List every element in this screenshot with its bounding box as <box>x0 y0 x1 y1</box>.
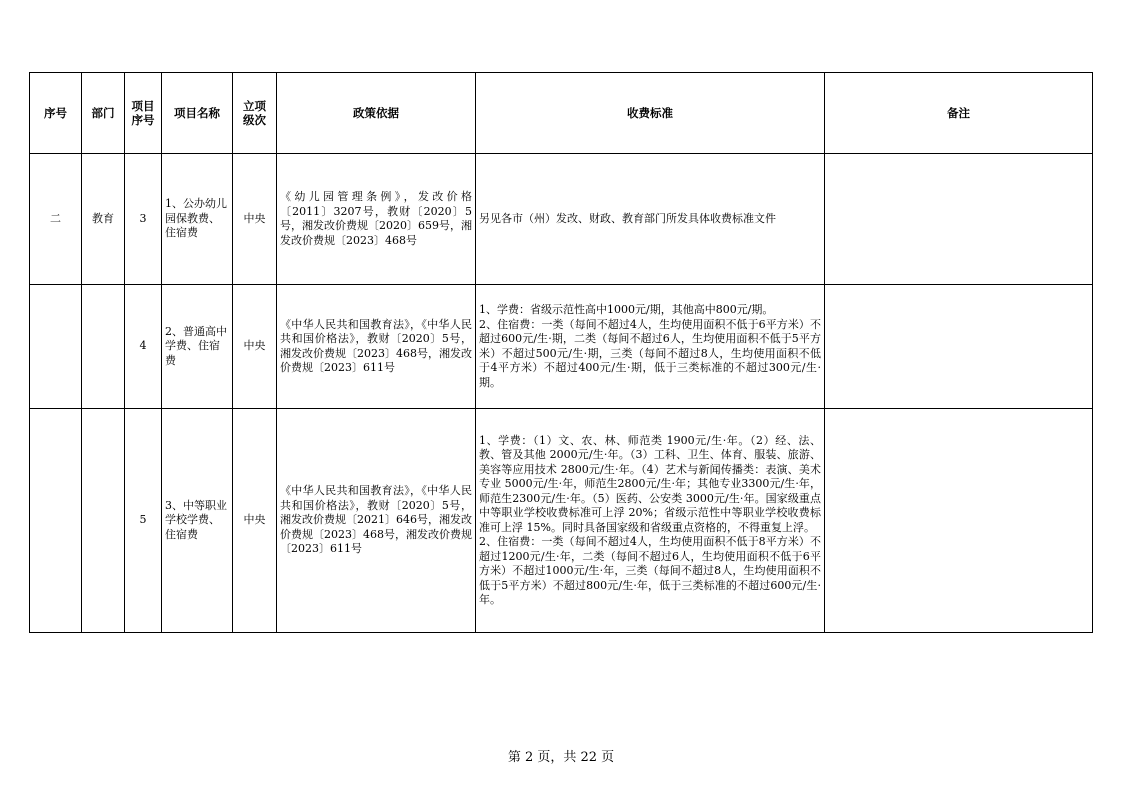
header-level: 立项 级次 <box>233 73 277 154</box>
cell-seq: 二 <box>30 154 82 285</box>
header-seq: 序号 <box>30 73 82 154</box>
table-row <box>30 285 1093 409</box>
header-remark: 备注 <box>825 73 1093 154</box>
cell-level: 中央 <box>233 285 277 409</box>
cell-seq <box>30 285 82 409</box>
cell-dept <box>82 285 125 409</box>
cell-item-name: 2、普通高中学费、住宿费 <box>162 285 233 409</box>
cell-policy: 《中华人民共和国教育法》，《中华人民共和国价格法》，教财〔2020〕5号，湘发改价费规〔2021〕646号，湘发改价费规〔2023〕468号，湘发改价费规〔2023〕611号 <box>277 409 476 633</box>
header-policy: 政策依据 <box>277 73 476 154</box>
header-dept: 部门 <box>82 73 125 154</box>
cell-remark <box>825 409 1093 633</box>
cell-item-seq: 5 <box>125 409 162 633</box>
cell-standard: 另见各市（州）发改、财政、教育部门所发具体收费标准文件 <box>476 154 825 285</box>
page-footer: 第 2 页，共 22 页 <box>507 750 615 765</box>
cell-dept <box>82 409 125 633</box>
cell-remark <box>825 285 1093 409</box>
cell-item-seq: 3 <box>125 154 162 285</box>
cell-dept: 教育 <box>82 154 125 285</box>
cell-seq <box>30 409 82 633</box>
cell-level: 中央 <box>233 409 277 633</box>
cell-item-name: 1、公办幼儿园保教费、住宿费 <box>162 154 233 285</box>
header-item-seq: 项目 序号 <box>125 73 162 154</box>
cell-remark <box>825 154 1093 285</box>
cell-item-name: 3、中等职业学校学费、住宿费 <box>162 409 233 633</box>
header-item-name: 项目名称 <box>162 73 233 154</box>
table-row <box>30 409 1093 633</box>
cell-standard: 1、学费：（1）文、农、林、师范类 1900元/生·年。（2）经、法、教、管及其他 2000元/生·年。（3）工科、卫生、体育、服装、旅游、美容等应用技术 2800元/生·年。（4）艺术与新闻传播类：表演、美术专业 5000元/生·年，师范生2800元/生·年；其他专业3300元/生·年，师范生2300元/生·年。（5）医药、公安类 3000元/生·年。国家级重点中等职业学校收费标准可上浮 20%；省级示范性中等职业学校收费标准可上浮 15%。同时具备国家级和省级重点资格的，不得重复上浮。 2、住宿费：一类（每间不超过4人，生均使用面积不低于8平方米）不超过1200元/生·年，二类（每间不超过6人，生均使用面积不低于6平方米）不超过1000元/生·年，三类（每间不超过8人，生均使用面积不低于5平方米）不超过800元/生·年，低于三类标准的不超过600元/生·年。 <box>476 409 825 633</box>
header-row <box>30 73 1093 154</box>
cell-policy: 《中华人民共和国教育法》，《中华人民共和国价格法》，教财〔2020〕5号，湘发改价费规〔2023〕468号，湘发改价费规〔2023〕611号 <box>277 285 476 409</box>
cell-policy: 《幼儿园管理条例》，发改价格〔2011〕3207号，教财〔2020〕5号，湘发改价费规〔2020〕659号，湘发改价费规〔2023〕468号 <box>277 154 476 285</box>
fee-table <box>29 72 1093 633</box>
cell-level: 中央 <box>233 154 277 285</box>
cell-standard: 1、学费：省级示范性高中1000元/期，其他高中800元/期。 2、住宿费：一类（每间不超过4人，生均使用面积不低于6平方米）不超过600元/生·期，二类（每间不超过6人，生均使用面积不低于5平方米）不超过500元/生·期，三类（每间不超过8人，生均使用面积不低于4平方米）不超过400元/生·期，低于三类标准的不超过300元/生·期。 <box>476 285 825 409</box>
header-standard: 收费标准 <box>476 73 825 154</box>
table-row <box>30 154 1093 285</box>
cell-item-seq: 4 <box>125 285 162 409</box>
